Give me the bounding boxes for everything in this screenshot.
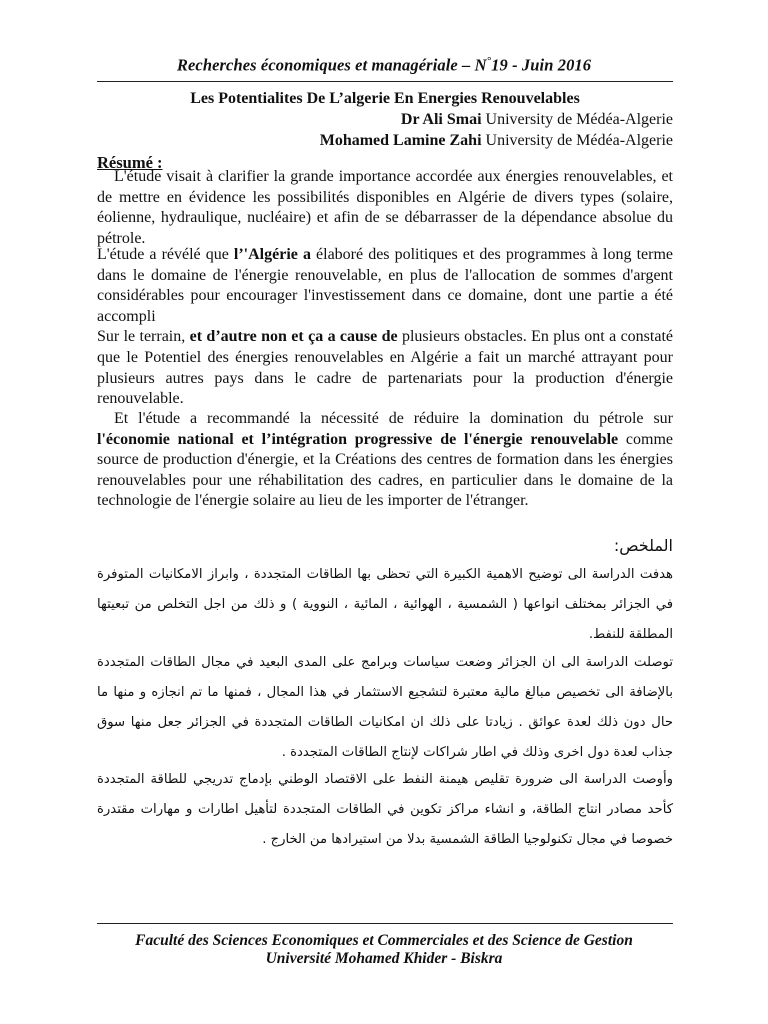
resume-p1-text: L'étude visait à clarifier la grande importance accordée aux énergies renouvelables, et de mettre en évidence les possibilités disponibles en Algérie de divers types (solaire, éolienne, hydraulique, nucléaire) et afin de se débarrasser de la dépendance absolue du pétrole. [97, 168, 673, 247]
article-title: Les Potentialites De L’algerie En Energies Renouvelables [190, 90, 580, 107]
resume-paragraph-3 [97, 409, 673, 512]
resume-p3-bold: l'économie national et l’intégration progressive de l'énergie renouvelable [97, 430, 619, 448]
resume-p2-bold-algerie: l’'Algérie a [233, 246, 311, 263]
header-rule [97, 81, 673, 82]
resume-p3-a: Et l'étude a recommandé la nécessité de réduire la domination du pétrole sur [114, 410, 673, 427]
resume-p3-c: comme source de production d'énergie, et la Créations des centres de formation dans les énergies renouvelables pour une réhabilitation des cadres, en particulier dans le domaine de la technologie de l'énergie solaire au lieu de les importer de l'étranger. [97, 430, 674, 510]
author-1-affiliation: University de Médéa-Algerie [481, 111, 673, 128]
issue-number-sign: ° [486, 55, 492, 67]
arabic-p1-text: هدفت الدراسة الى توضيح الاهمية الكبيرة التي تحظى بها الطاقات المتجددة ، وابراز الامكانيات المتوفرة في الجزائر بمختلف انواعها ( الشمسية ، الهوائية ، المائية ، النووية ) و ذلك من اجل التخلص من تبعيتها المطلقة للنفط. [97, 567, 673, 642]
resume-p2-c: élaboré des politiques et des programmes à long terme dans le domaine de l'énergie renouvelable, en plus de l'allocation de sommes d'argent considérables pour encourager l'investissement dans ce domaine, dont une partie a été accompli [97, 246, 673, 325]
arabic-paragraph-2 [97, 648, 673, 768]
arabic-paragraph-1 [97, 560, 673, 650]
journal-header [0, 55, 768, 76]
arabic-paragraph-3 [97, 765, 673, 855]
journal-prefix: Recherches économiques et managériale – N [176, 55, 487, 75]
author-1 [401, 111, 673, 129]
resume-p2-a: L'étude a révélé que [97, 246, 234, 263]
author-2 [320, 132, 673, 150]
footer-faculty: Faculté des Sciences Economiques et Commerciales et des Science de Gestion [135, 932, 633, 949]
resume-p3-block [97, 409, 673, 512]
author-1-name: Dr Ali Smai [400, 111, 482, 128]
journal-suffix: 19 - Juin 2016 [491, 55, 592, 75]
resume-heading: Résumé : [97, 153, 163, 172]
resume-p2-block-b [97, 327, 673, 409]
author-2-affiliation: University de Médéa-Algerie [481, 132, 673, 149]
footer-rule [97, 923, 673, 924]
footer-university: Université Mohamed Khider - Biskra [265, 950, 503, 967]
arabic-p2-text: توصلت الدراسة الى ان الجزائر وضعت سياسات وبرامج على المدى البعيد في مجال الطاقات المتجددة بالإضافة الى تخصيص مبالغ مالية معتبرة لتشجيع الاستثمار في هذا المجال ، فمنها ما تم انجازه و منها ما حال دون ذلك لعدة عوائق . زيادتا على ذلك ان امكانيات الطاقات المتجددة في الجزائر جعل منها سوق جذاب لعدة دول اخرى وذلك في اطار شراكات لإنتاج الطاقات المتجددة . [97, 655, 673, 760]
resume-p2-f: plusieurs obstacles. En plus ont a constaté que le Potentiel des énergies renouvelables en Algérie a fait un marché attrayant pour plusieurs autres pays dans le cadre de partenariats pour la production d'énergie renouvelable. [97, 328, 674, 408]
arabic-p3-text: وأوصت الدراسة الى ضرورة تقليص هيمنة النفط على الاقتصاد الوطني بإدماج تدريجي للطاقة المتجددة كأحد مصادر انتاج الطاقة، و انشاء مراكز تكوين في الطاقات المتجددة لتأهيل اطارات و مهارات مقتدرة خصوصا في مجال تكنولوجيا الطاقة الشمسية بدلا من استيرادها من الخارج . [97, 772, 673, 847]
arabic-summary-label: الملخص: [613, 536, 673, 555]
resume-p2-d: Sur le terrain, [97, 328, 190, 346]
resume-p2-block-a [97, 245, 673, 327]
resume-paragraph-2 [97, 245, 673, 410]
author-2-name: Mohamed Lamine Zahi [319, 132, 482, 149]
resume-paragraph-1 [97, 167, 673, 249]
resume-p2-bold-obstacles: et d’autre non et ça a cause de [189, 328, 398, 346]
